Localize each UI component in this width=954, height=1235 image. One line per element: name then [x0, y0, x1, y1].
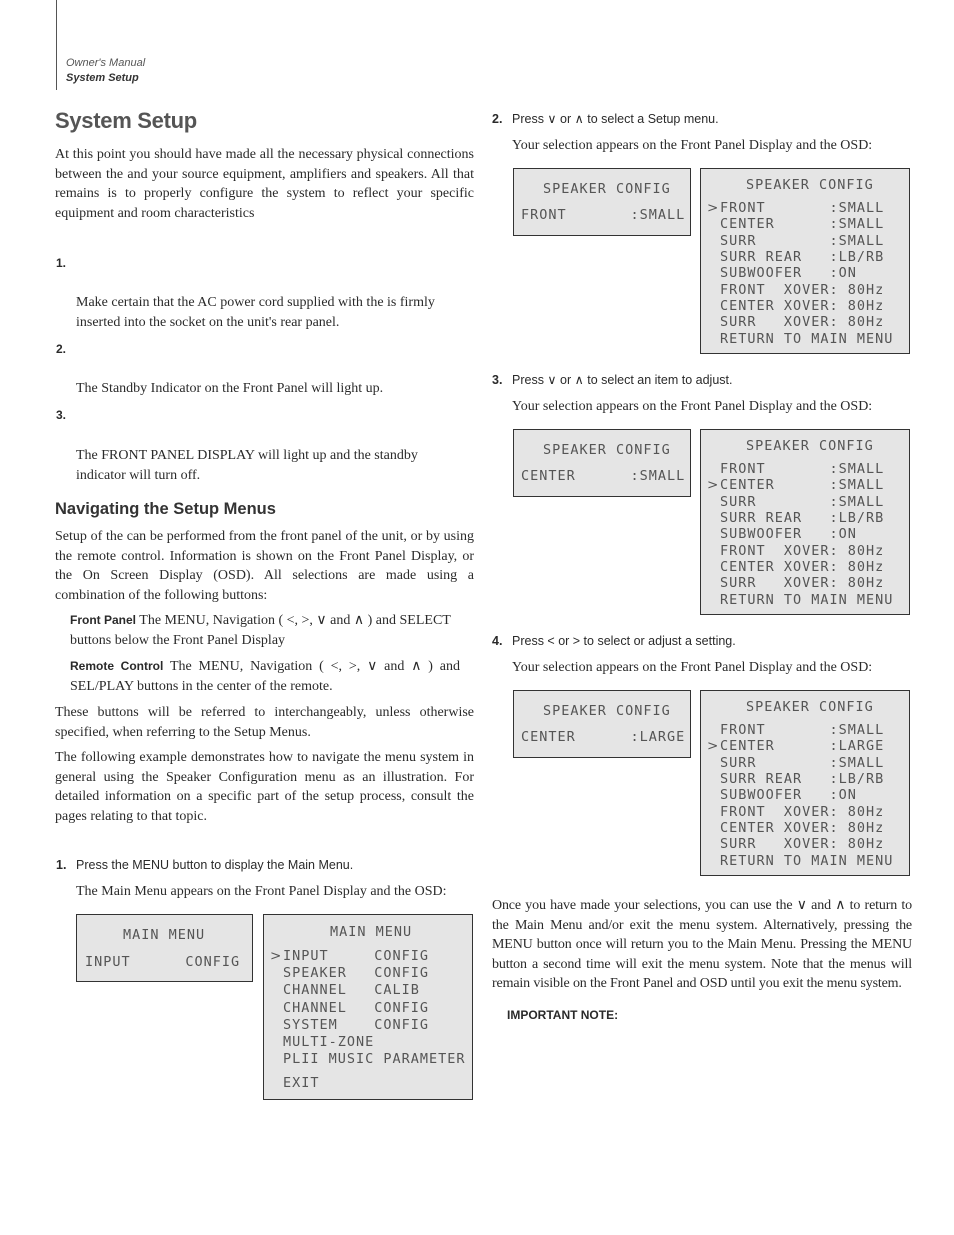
osd-title: SPEAKER CONFIG: [746, 177, 874, 193]
step-text: Press < or > to select or adjust a setting.: [512, 634, 736, 648]
osd-speaker-config: [700, 168, 910, 354]
front-panel-display: [513, 429, 691, 497]
step-text: Press the MENU button to display the Main Menu.: [76, 858, 354, 872]
osd-title: SPEAKER CONFIG: [746, 699, 874, 715]
menu-item[interactable]: SURR REAR :LB/RB: [720, 249, 885, 265]
power-step-number: 3.: [56, 408, 67, 422]
menu-item[interactable]: SUBWOOFER :ON: [720, 787, 857, 803]
menu-item[interactable]: FRONT :SMALL: [720, 200, 885, 216]
menu-item[interactable]: CENTER :SMALL: [720, 477, 885, 493]
remote-control-text: The MENU, Navigation ( <, >, ∨ and ∧ ) and SEL/PLAY buttons in the center of the remote.: [70, 659, 461, 694]
power-step-number: 2.: [56, 342, 67, 356]
display-line-2: INPUT CONFIG: [85, 954, 241, 970]
power-step-number: 1.: [56, 256, 67, 270]
step-1: [56, 858, 353, 872]
step-sub: Your selection appears on the Front Panel Display and the OSD:: [512, 399, 873, 414]
osd-speaker-config: [700, 690, 910, 876]
menu-item[interactable]: CENTER XOVER: 80Hz: [720, 820, 885, 836]
menu-item[interactable]: SURR XOVER: 80Hz: [720, 836, 885, 852]
display-line-2: FRONT :SMALL: [521, 207, 686, 223]
step-number: 3.: [492, 373, 503, 387]
intro-paragraph: At this point you should have made all the necessary physical connections between the and your source equipment, amplifiers and speakers. All that remains is to properly configure the system to reflect your specific equipment and room characteristics: [55, 147, 474, 221]
power-step-text: The Standby Indicator on the Front Panel will light up.: [76, 381, 384, 396]
remote-control-desc: [70, 657, 460, 696]
nav-intro: Setup of the can be performed from the front panel of the unit, or by using the remote control. Information is shown on the Front Panel Display, or the On Screen Display (OSD). All selections are made using a combination of the following buttons:: [55, 529, 474, 603]
osd-speaker-config: [700, 429, 910, 615]
menu-item[interactable]: SURR :SMALL: [720, 755, 885, 771]
step-4: [492, 634, 736, 648]
display-line-1: SPEAKER CONFIG: [543, 181, 671, 197]
menu-item[interactable]: SURR :SMALL: [720, 494, 885, 510]
menu-item[interactable]: RETURN TO MAIN MENU: [720, 331, 894, 347]
menu-item[interactable]: CHANNEL CALIB: [283, 982, 420, 998]
menu-item[interactable]: FRONT :SMALL: [720, 461, 885, 477]
menu-item[interactable]: SURR :SMALL: [720, 233, 885, 249]
menu-item[interactable]: RETURN TO MAIN MENU: [720, 853, 894, 869]
power-step-text: Make certain that the AC power cord supplied with the is firmly inserted into the socket on the unit's rear panel.: [76, 295, 435, 330]
menu-item[interactable]: FRONT XOVER: 80Hz: [720, 543, 885, 559]
nav-paragraph-2: These buttons will be referred to interchangeably, unless otherwise specified, when referring to the Setup Menus.: [55, 705, 474, 740]
menu-item[interactable]: SYSTEM CONFIG: [283, 1017, 430, 1033]
menu-item[interactable]: CENTER XOVER: 80Hz: [720, 298, 885, 314]
menu-item[interactable]: SURR REAR :LB/RB: [720, 771, 885, 787]
power-step-text: The FRONT PANEL DISPLAY will light up and the standby indicator will turn off.: [76, 448, 418, 483]
display-line-2: CENTER :LARGE: [521, 729, 686, 745]
menu-item[interactable]: CENTER :LARGE: [720, 738, 885, 754]
osd-title: SPEAKER CONFIG: [746, 438, 874, 454]
step-text: Press ∨ or ∧ to select an item to adjust.: [512, 373, 733, 387]
menu-item[interactable]: FRONT XOVER: 80Hz: [720, 804, 885, 820]
important-note-label: IMPORTANT NOTE:: [507, 1008, 619, 1022]
menu-item[interactable]: SURR XOVER: 80Hz: [720, 575, 885, 591]
selection-caret-icon: >: [707, 200, 720, 216]
osd-main-menu: [263, 914, 473, 1100]
step-number: 2.: [492, 112, 503, 126]
front-panel-display: [76, 914, 253, 982]
page-title: System Setup: [55, 108, 197, 133]
step-sub: Your selection appears on the Front Panel Display and the OSD:: [512, 138, 873, 153]
closing-paragraph: Once you have made your selections, you can use the ∨ and ∧ to return to the Main Menu and/or exit the menu system. Alternatively, pressing the MENU button once will return you to the Main Menu. Pressing the MENU button a second time will exit the menu system. Note that the menus will remain visible on the Front Panel and OSD until you exit the menu system.: [492, 898, 912, 992]
section-heading: Navigating the Setup Menus: [55, 500, 276, 518]
header-section: System Setup: [66, 72, 139, 84]
menu-item[interactable]: SPEAKER CONFIG: [283, 965, 430, 981]
menu-item[interactable]: EXIT: [283, 1075, 320, 1091]
step-sub: Your selection appears on the Front Panel Display and the OSD:: [512, 660, 873, 675]
menu-item[interactable]: FRONT XOVER: 80Hz: [720, 282, 885, 298]
menu-item[interactable]: MULTI-ZONE: [283, 1034, 375, 1050]
display-line-1: SPEAKER CONFIG: [543, 703, 671, 719]
front-panel-display: [513, 168, 691, 236]
menu-item[interactable]: INPUT CONFIG: [283, 948, 430, 964]
menu-item[interactable]: CENTER :SMALL: [720, 216, 885, 232]
menu-item[interactable]: PLII MUSIC PARAMETER: [283, 1051, 466, 1067]
header-manual: Owner's Manual: [66, 57, 146, 69]
menu-item[interactable]: FRONT :SMALL: [720, 722, 885, 738]
step-2: [492, 111, 719, 126]
menu-item[interactable]: SURR XOVER: 80Hz: [720, 314, 885, 330]
step-number: 1.: [56, 858, 67, 872]
nav-paragraph-3: The following example demonstrates how to navigate the menu system in general using the Speaker Configuration menu as an illustration. For detailed information on a specific part of the setup process, consult the pages relating to that topic.: [55, 750, 474, 824]
step-sub: The Main Menu appears on the Front Panel Display and the OSD:: [76, 884, 447, 899]
menu-item[interactable]: CHANNEL CONFIG: [283, 1000, 430, 1016]
step-text: Press ∨ or ∧ to select a Setup menu.: [512, 112, 719, 126]
front-panel-desc: [70, 611, 460, 650]
menu-item[interactable]: RETURN TO MAIN MENU: [720, 592, 894, 608]
selection-caret-icon: >: [270, 948, 283, 964]
display-line-1: MAIN MENU: [123, 927, 206, 943]
menu-item[interactable]: SUBWOOFER :ON: [720, 526, 857, 542]
step-number: 4.: [492, 634, 503, 648]
remote-control-label: Remote Control: [70, 659, 164, 673]
header-rule: [56, 0, 57, 90]
osd-title: MAIN MENU: [330, 924, 413, 940]
selection-caret-icon: >: [707, 477, 720, 493]
front-panel-text: The MENU, Navigation ( <, >, ∨ and ∧ ) and SELECT buttons below the Front Panel Display: [70, 613, 451, 648]
menu-item[interactable]: CENTER XOVER: 80Hz: [720, 559, 885, 575]
front-panel-label: Front Panel: [70, 613, 137, 627]
selection-caret-icon: >: [707, 738, 720, 754]
menu-item[interactable]: SUBWOOFER :ON: [720, 265, 857, 281]
step-3: [492, 372, 732, 387]
display-line-2: CENTER :SMALL: [521, 468, 686, 484]
display-line-1: SPEAKER CONFIG: [543, 442, 671, 458]
menu-item[interactable]: SURR REAR :LB/RB: [720, 510, 885, 526]
front-panel-display: [513, 690, 691, 758]
